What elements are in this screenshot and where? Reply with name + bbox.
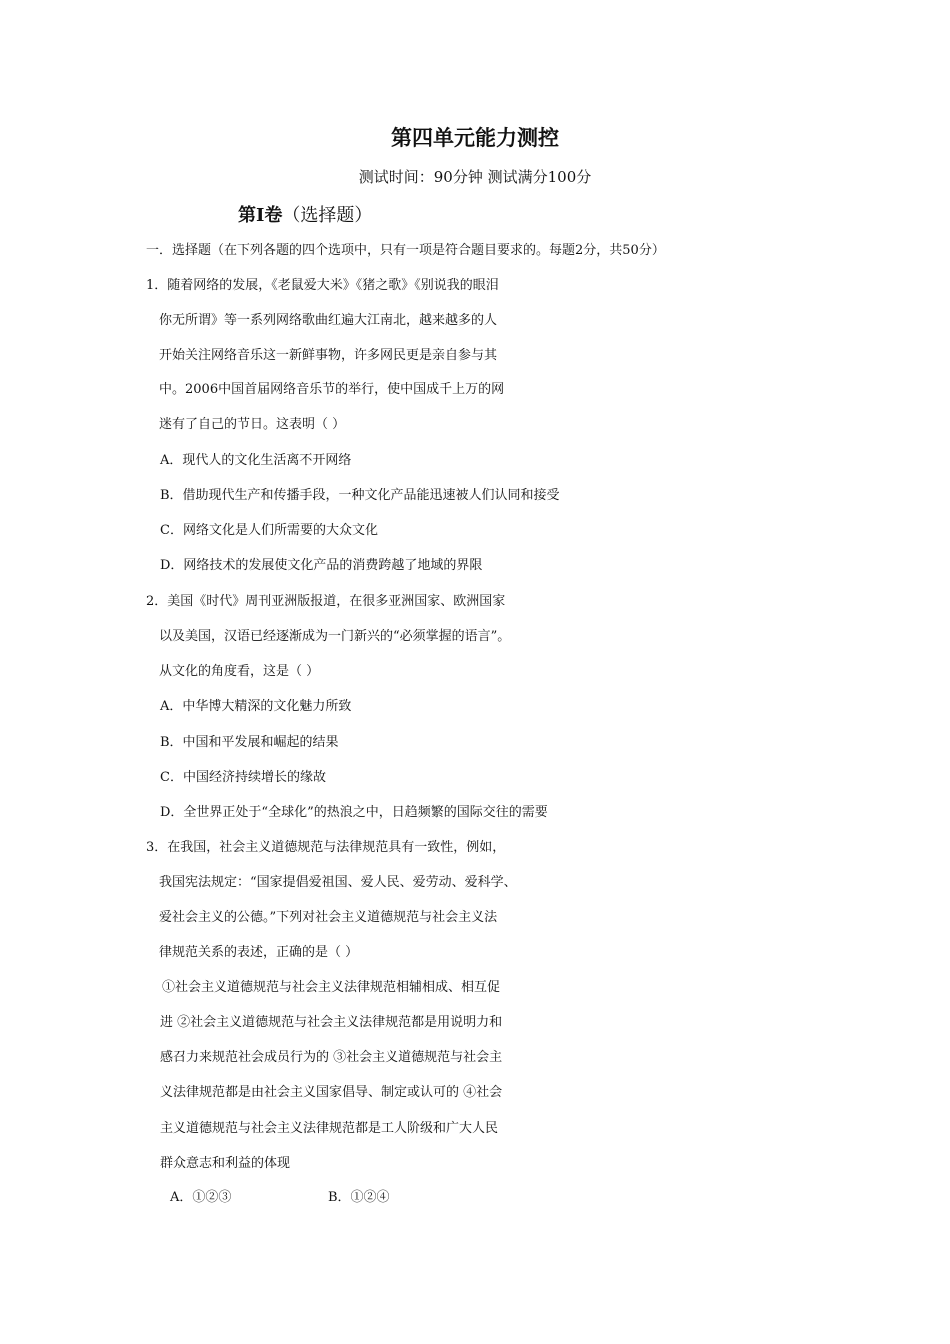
q3-option-a: A．①②③ (170, 1190, 232, 1205)
q2-stem-line: 以及美国，汉语已经逐渐成为一门新兴的“必须掌握的语言”。 (159, 629, 511, 644)
section-heading (238, 201, 372, 227)
q3-statement-line: 义法律规范都是由社会主义国家倡导、制定或认可的 ④社会 (160, 1085, 503, 1100)
q1-stem-line: 中。2006中国首届网络音乐节的举行，使中国成千上万的网 (159, 382, 505, 397)
q2-option-b: B．中国和平发展和崛起的结果 (160, 735, 339, 750)
q1-option-d: D．网络技术的发展使文化产品的消费跨越了地域的界限 (160, 558, 483, 573)
q3-stem-line: 3．在我国，社会主义道德规范与法律规范具有一致性，例如， (146, 840, 506, 855)
q3-statement-line: 感召力来规范社会成员行为的 ③社会主义道德规范与社会主 (160, 1050, 503, 1065)
q1-option-a: A．现代人的文化生活离不开网络 (160, 453, 352, 468)
q1-stem-line: 开始关注网络音乐这一新鲜事物，许多网民更是亲自参与其 (159, 348, 498, 363)
q1-stem-line: 你无所谓》等一系列网络歌曲红遍大江南北，越来越多的人 (159, 313, 498, 328)
q2-stem-line: 从文化的角度看，这是（ ） (159, 664, 320, 679)
q3-statement-line: 进 ②社会主义道德规范与社会主义法律规范都是用说明力和 (160, 1015, 503, 1030)
q1-stem-line: 迷有了自己的节日。这表明（ ） (159, 417, 346, 432)
section-label: 第Ⅰ卷 (238, 205, 283, 226)
q1-stem-line: 1．随着网络的发展，《老鼠爱大米》《猪之歌》《别说我的眼泪 (146, 278, 499, 293)
q3-stem-line: 律规范关系的表述，正确的是（ ） (159, 945, 359, 960)
q3-stem-line: 我国宪法规定：“国家提倡爱祖国、爱人民、爱劳动、爱科学、 (159, 875, 517, 890)
test-info: 测试时间：90分钟 测试满分100分 (358, 168, 592, 186)
q2-option-a: A．中华博大精深的文化魅力所致 (160, 699, 352, 714)
q1-option-b: B．借助现代生产和传播手段，一种文化产品能迅速被人们认同和接受 (160, 488, 560, 503)
instructions: 一．选择题（在下列各题的四个选项中，只有一项是符合题目要求的。每题2分，共50分） (146, 243, 665, 258)
q2-option-c: C．中国经济持续增长的缘故 (160, 770, 326, 785)
q3-statement-line: 群众意志和利益的体现 (160, 1156, 291, 1171)
q2-stem-line: 2．美国《时代》周刊亚洲版报道，在很多亚洲国家、欧洲国家 (146, 594, 506, 609)
q3-option-b: B．①②④ (328, 1190, 390, 1205)
page-title: 第四单元能力测控 (391, 125, 559, 150)
q3-statement-line: 主义道德规范与社会主义法律规范都是工人阶级和广大人民 (160, 1121, 499, 1136)
q3-statement-line: ①社会主义道德规范与社会主义法律规范相辅相成、相互促 (162, 980, 501, 995)
q3-stem-line: 爱社会主义的公德。”下列对社会主义道德规范与社会主义法 (159, 910, 498, 925)
q1-option-c: C．网络文化是人们所需要的大众文化 (160, 523, 378, 538)
q2-option-d: D．全世界正处于“全球化”的热浪之中，日趋频繁的国际交往的需要 (160, 805, 548, 820)
section-type: （选择题） (282, 205, 373, 226)
